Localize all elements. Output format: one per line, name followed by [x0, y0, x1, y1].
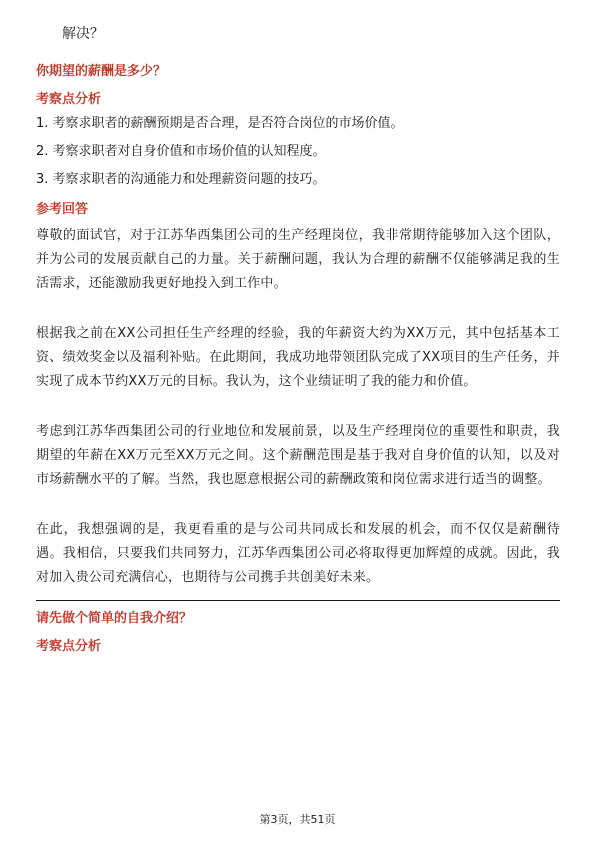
answer-paragraph: 考虑到江苏华西集团公司的行业地位和发展前景，以及生产经理岗位的重要性和职责，我期望的年薪在XX万元至XX万元之间。这个薪酬范围是基于我对自身价值的认知，以及对市场薪酬水平的了解。当然，我也愿意根据公司的薪酬政策和岗位需求进行适当的调整。 [36, 424, 560, 487]
answer-paragraph: 根据我之前在XX公司担任生产经理的经验，我的年薪资大约为XX万元，其中包括基本工资、绩效奖金以及福利补贴。在此期间，我成功地带领团队完成了XX项目的生产任务，并实现了成本节约XX万元的目标。我认为，这个业绩证明了我的能力和价值。 [36, 326, 560, 389]
page-number: 第3页，共51页 [259, 813, 336, 826]
analysis-point: 2. 考察求职者对自身价值和市场价值的认知程度。 [36, 144, 326, 159]
question-title-salary: 你期望的薪酬是多少？ [36, 64, 167, 79]
question-title-self-intro: 请先做个简单的自我介绍？ [36, 611, 193, 626]
analysis-heading: 考察点分析 [36, 639, 102, 654]
analysis-point: 1. 考察求职者的薪酬预期是否合理，是否符合岗位的市场价值。 [36, 116, 404, 131]
answer-paragraph: 尊敬的面试官，对于江苏华西集团公司的生产经理岗位，我非常期待能够加入这个团队，并为公司的发展贡献自己的力量。关于薪酬问题，我认为合理的薪酬不仅能够满足我的生活需求，还能激励我更好地投入到工作中。 [36, 228, 560, 291]
page-content [36, 62, 560, 661]
analysis-heading: 考察点分析 [36, 92, 102, 107]
answer-heading: 参考回答 [36, 202, 89, 217]
analysis-point: 3. 考察求职者的沟通能力和处理薪资问题的技巧。 [36, 172, 326, 187]
section-divider [36, 600, 560, 601]
previous-answer-tail: 解决？ [62, 26, 104, 42]
answer-paragraph: 在此，我想强调的是，我更看重的是与公司共同成长和发展的机会，而不仅仅是薪酬待遇。我相信，只要我们共同努力，江苏华西集团公司必将取得更加辉煌的成就。因此，我对加入贵公司充满信心，也期待与公司携手共创美好未来。 [36, 522, 560, 585]
